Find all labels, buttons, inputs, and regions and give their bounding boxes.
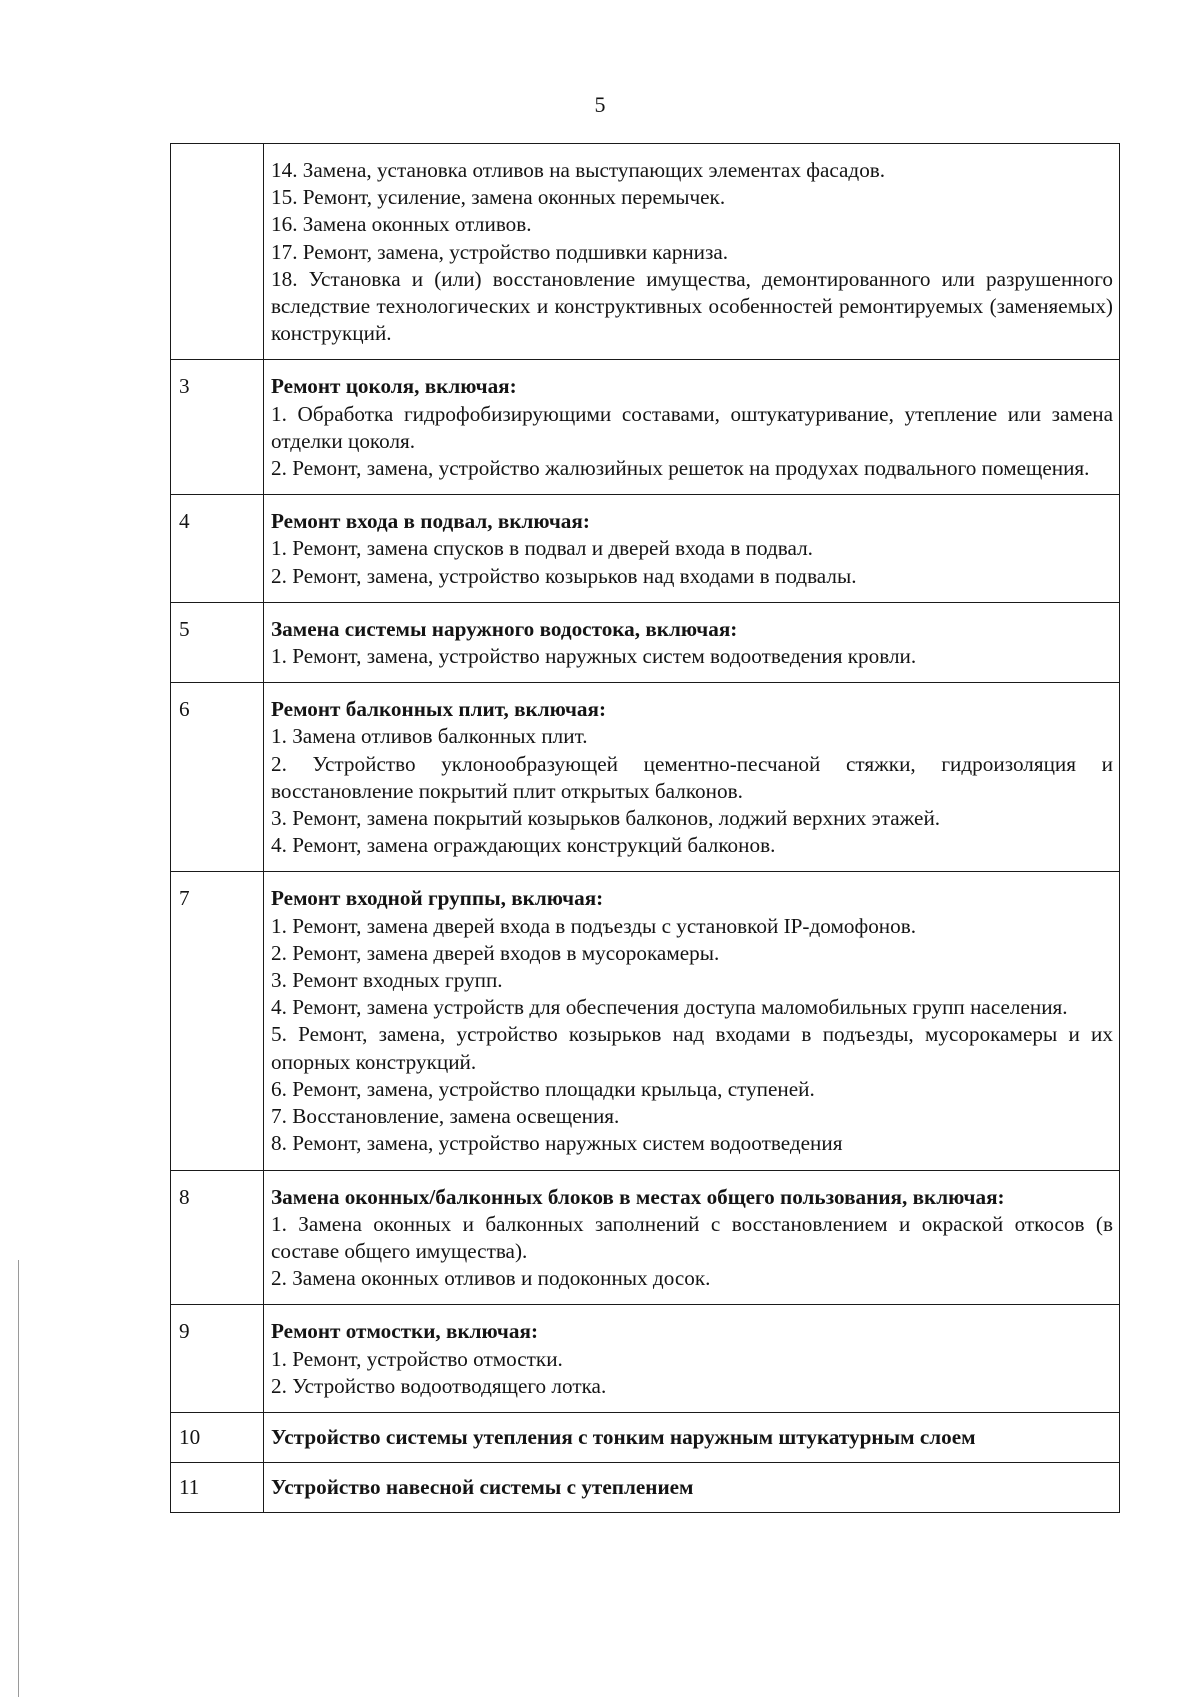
row-heading: Ремонт балконных плит, включая: — [271, 697, 607, 722]
row-description — [264, 1170, 1120, 1305]
table-row — [171, 872, 1120, 1170]
scan-edge-line — [18, 1260, 19, 1697]
row-description — [264, 495, 1120, 603]
table-row — [171, 495, 1120, 603]
list-item: 2. Ремонт, замена, устройство жалюзийных решеток на продухах подвального помещения. — [271, 456, 1090, 481]
list-item: 18. Установка и (или) восстановление имущества, демонтированного или разрушенного вследствие технологических и конструктивных особенностей ремонтируемых (заменяемых) конструкций. — [271, 266, 1113, 346]
row-description — [264, 1412, 1120, 1462]
list-item: 3. Ремонт входных групп. — [271, 968, 503, 993]
row-number: 4 — [171, 495, 264, 603]
row-description — [264, 602, 1120, 682]
row-number: 3 — [171, 360, 264, 495]
list-item: 16. Замена оконных отливов. — [271, 212, 532, 237]
row-number: 7 — [171, 872, 264, 1170]
table-row — [171, 683, 1120, 872]
row-description — [264, 1463, 1120, 1513]
row-heading: Устройство системы утепления с тонким наружным штукатурным слоем — [271, 1424, 976, 1449]
list-item: 2. Замена оконных отливов и подоконных досок. — [271, 1266, 711, 1291]
list-item: 1. Ремонт, замена дверей входа в подъезды с установкой IP-домофонов. — [271, 913, 917, 938]
table-row — [171, 1305, 1120, 1413]
row-number: 6 — [171, 683, 264, 872]
row-number: 8 — [171, 1170, 264, 1305]
list-item: 7. Восстановление, замена освещения. — [271, 1104, 620, 1129]
row-number — [171, 144, 264, 360]
list-item: 1. Ремонт, устройство отмостки. — [271, 1346, 563, 1371]
row-description — [264, 683, 1120, 872]
row-number: 9 — [171, 1305, 264, 1413]
list-item: 6. Ремонт, замена, устройство площадки крыльца, ступеней. — [271, 1076, 815, 1101]
row-description — [264, 144, 1120, 360]
table-row — [171, 360, 1120, 495]
row-heading: Устройство навесной системы с утеплением — [271, 1475, 694, 1500]
list-item: 2. Устройство водоотводящего лотка. — [271, 1373, 607, 1398]
list-item: 5. Ремонт, замена, устройство козырьков над входами в подъезды, мусорокамеры и их опорных конструкций. — [271, 1022, 1113, 1074]
row-description — [264, 360, 1120, 495]
row-heading: Ремонт цоколя, включая: — [271, 374, 517, 399]
page-number: 5 — [594, 92, 606, 117]
row-heading: Ремонт входа в подвал, включая: — [271, 509, 590, 534]
list-item: 1. Замена отливов балконных плит. — [271, 724, 588, 749]
row-heading: Замена оконных/балконных блоков в местах общего пользования, включая: — [271, 1184, 1005, 1209]
list-item: 1. Замена оконных и балконных заполнений с восстановлением и окраской откосов (в составе общего имущества). — [271, 1211, 1113, 1263]
row-number: 10 — [171, 1412, 264, 1462]
list-item: 17. Ремонт, замена, устройство подшивки карниза. — [271, 239, 729, 264]
list-item: 2. Ремонт, замена, устройство козырьков над входами в подвалы. — [271, 563, 857, 588]
row-number: 11 — [171, 1463, 264, 1513]
row-heading: Замена системы наружного водостока, включая: — [271, 616, 738, 641]
row-number: 5 — [171, 602, 264, 682]
row-heading: Ремонт входной группы, включая: — [271, 886, 604, 911]
list-item: 4. Ремонт, замена ограждающих конструкций балконов. — [271, 833, 776, 858]
table-row — [171, 1170, 1120, 1305]
list-item: 1. Обработка гидрофобизирующими составами, оштукатуривание, утепление или замена отделки цоколя. — [271, 401, 1113, 453]
list-item: 4. Ремонт, замена устройств для обеспечения доступа маломобильных групп населения. — [271, 995, 1068, 1020]
table-row — [171, 144, 1120, 360]
list-item: 2. Устройство уклонообразующей цементно-песчаной стяжки, гидроизоляция и восстановление покрытий плит открытых балконов. — [271, 751, 1113, 803]
row-heading: Ремонт отмостки, включая: — [271, 1319, 538, 1344]
list-item: 14. Замена, установка отливов на выступающих элементах фасадов. — [271, 158, 886, 182]
list-item: 3. Ремонт, замена покрытий козырьков балконов, лоджий верхних этажей. — [271, 806, 941, 831]
table-row — [171, 1463, 1120, 1513]
row-description — [264, 872, 1120, 1170]
table-row — [171, 602, 1120, 682]
row-description — [264, 1305, 1120, 1413]
list-item: 8. Ремонт, замена, устройство наружных систем водоотведения — [271, 1131, 843, 1156]
list-item: 2. Ремонт, замена дверей входов в мусорокамеры. — [271, 940, 720, 965]
table-row — [171, 1412, 1120, 1462]
works-table — [170, 143, 1120, 1513]
list-item: 1. Ремонт, замена спусков в подвал и дверей входа в подвал. — [271, 536, 813, 561]
list-item: 15. Ремонт, усиление, замена оконных перемычек. — [271, 185, 726, 210]
list-item: 1. Ремонт, замена, устройство наружных систем водоотведения кровли. — [271, 644, 917, 669]
